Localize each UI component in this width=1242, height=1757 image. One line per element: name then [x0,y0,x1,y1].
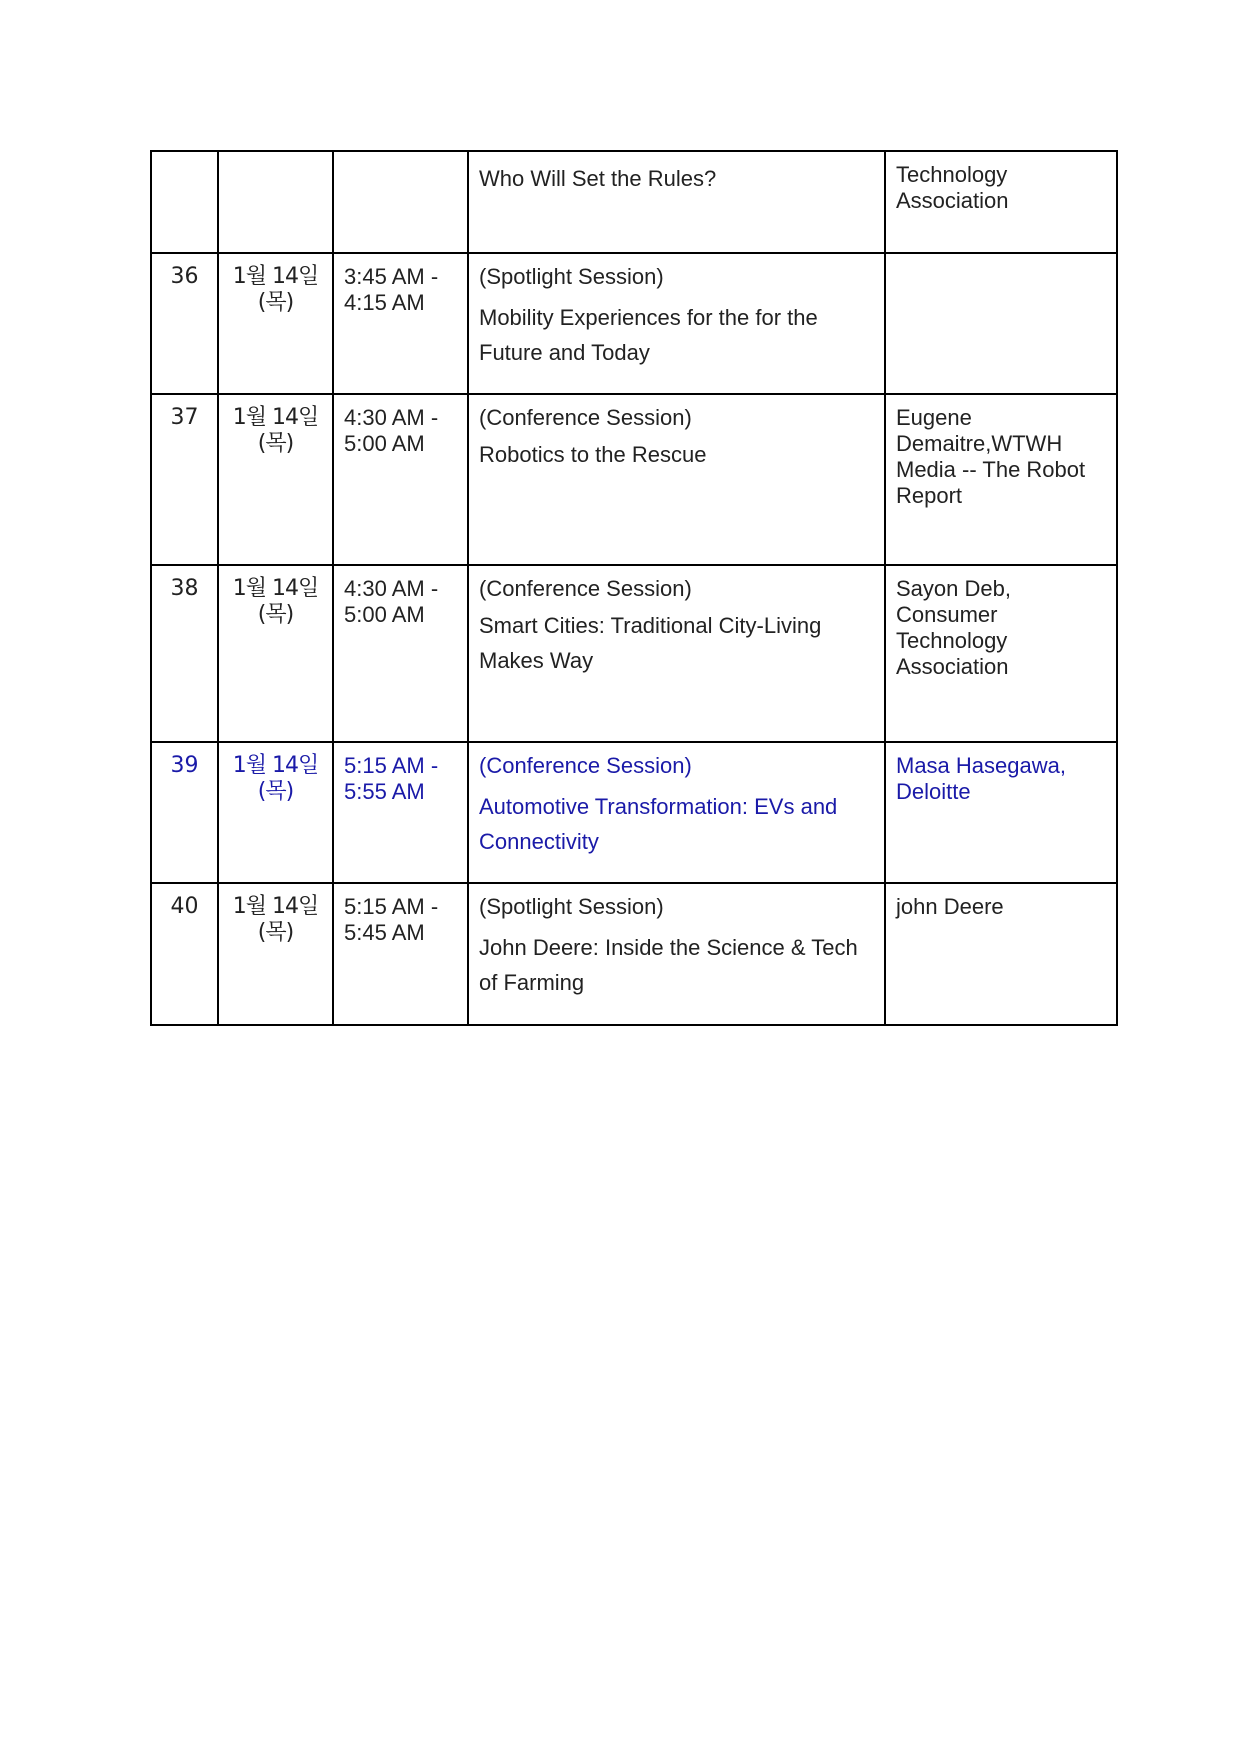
date: 1월 14일 [232,753,319,778]
date: 1월 14일 [232,576,319,601]
time-end: 4:15 AM [344,290,425,315]
date-cell [218,253,333,394]
session-title: Mobility Experiences for the for the Future and Today [479,305,818,365]
session-type: (Conference Session) [479,753,692,778]
speaker-cell [885,253,1117,394]
speaker-cell: Eugene Demaitre,WTWH Media -- The Robot Report [885,394,1117,565]
schedule-table [150,150,1118,1026]
table-row [151,565,1117,742]
time-start: 3:45 AM - [344,264,439,289]
weekday: (목) [257,431,294,456]
speaker-cell: Technology Association [885,151,1117,253]
session-type: (Conference Session) [479,576,692,601]
speaker-cell: Masa Hasegawa, Deloitte [885,742,1117,883]
weekday: (목) [257,602,294,627]
row-number: 38 [151,565,218,742]
weekday: (목) [257,779,294,804]
date: 1월 14일 [232,405,319,430]
weekday: (목) [257,920,294,945]
row-number: 39 [151,742,218,883]
session-cell [468,565,885,742]
session-title: John Deere: Inside the Science & Tech of Farming [479,935,858,995]
date-cell [218,565,333,742]
row-number [151,151,218,253]
date-cell [218,151,333,253]
time-start: 5:15 AM - [344,894,439,919]
session-type: (Spotlight Session) [479,264,664,289]
date-cell [218,883,333,1025]
speaker-cell: john Deere [885,883,1117,1025]
time-end: 5:00 AM [344,602,425,627]
session-cell [468,253,885,394]
session-title: Who Will Set the Rules? [479,166,717,191]
weekday: (목) [257,290,294,315]
session-type: (Spotlight Session) [479,894,664,919]
table-row [151,253,1117,394]
table-row-highlighted [151,742,1117,883]
time-cell [333,883,468,1025]
time-start: 4:30 AM - [344,576,439,601]
session-cell [468,883,885,1025]
date: 1월 14일 [232,894,319,919]
row-number: 40 [151,883,218,1025]
row-number: 36 [151,253,218,394]
date: 1월 14일 [232,264,319,289]
time-start: 5:15 AM - [344,753,439,778]
session-cell [468,394,885,565]
time-cell [333,253,468,394]
time-end: 5:45 AM [344,920,425,945]
time-end: 5:00 AM [344,431,425,456]
session-cell [468,151,885,253]
time-end: 5:55 AM [344,779,425,804]
time-cell [333,151,468,253]
session-title: Automotive Transformation: EVs and Connectivity [479,794,838,854]
time-start: 4:30 AM - [344,405,439,430]
table-row [151,883,1117,1025]
row-number: 37 [151,394,218,565]
time-cell [333,394,468,565]
date-cell [218,394,333,565]
session-title: Robotics to the Rescue [479,442,707,467]
session-type: (Conference Session) [479,405,692,430]
date-cell [218,742,333,883]
table-row [151,394,1117,565]
time-cell [333,565,468,742]
speaker-cell: Sayon Deb, Consumer Technology Association [885,565,1117,742]
session-cell [468,742,885,883]
session-title: Smart Cities: Traditional City-Living Makes Way [479,613,822,673]
table-row [151,151,1117,253]
time-cell [333,742,468,883]
